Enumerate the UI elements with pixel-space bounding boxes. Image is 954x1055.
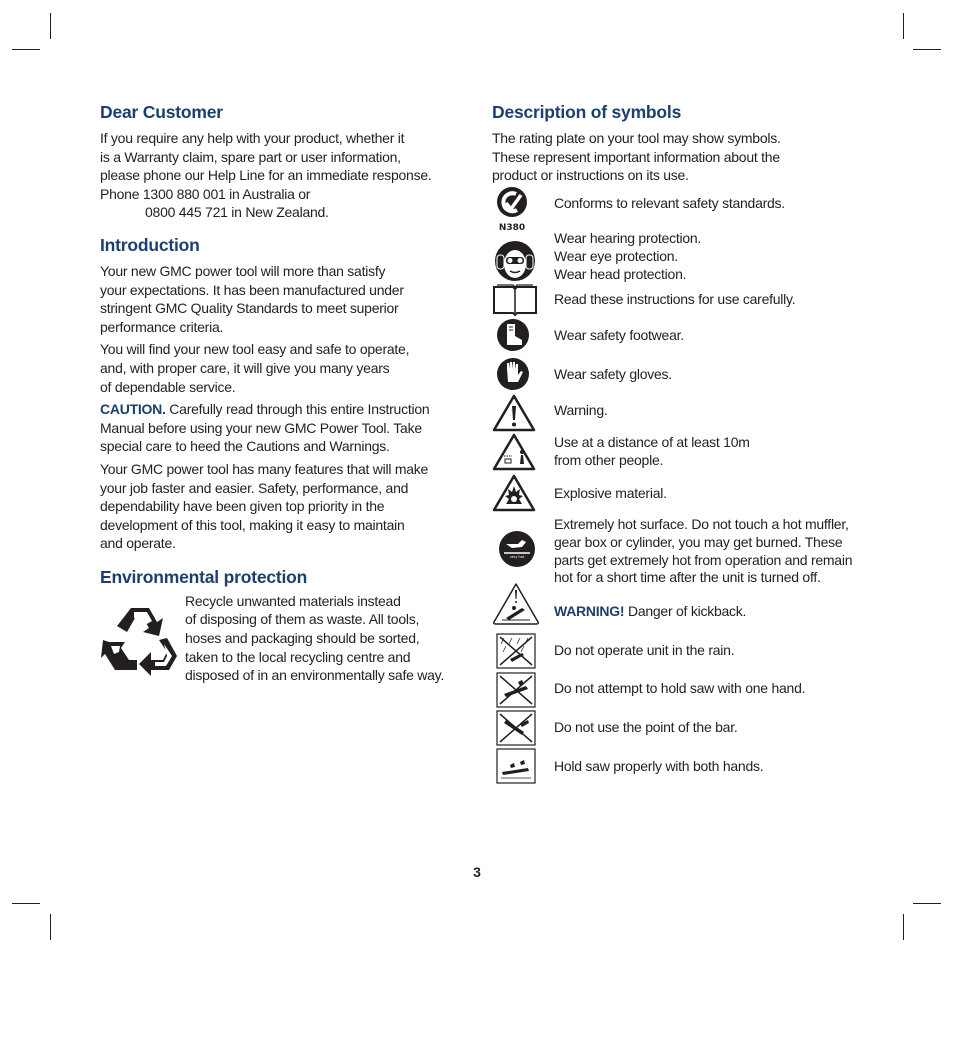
n380-label: N380	[498, 223, 526, 232]
crop-mark	[903, 13, 904, 39]
environmental-heading: Environmental protection	[100, 566, 308, 587]
no-rain-icon	[496, 633, 536, 669]
symbol-text-explosive: Explosive material.	[554, 485, 667, 501]
crop-mark	[913, 903, 941, 904]
distance-warning-icon	[492, 433, 536, 471]
symbol-text-conformity: Conforms to relevant safety standards.	[554, 195, 785, 211]
intro-paragraph-2: You will find your new tool easy and safe to operate, and, with proper care, it will give you many years of dependable service.	[100, 341, 410, 395]
environmental-block	[100, 592, 470, 692]
introduction-heading: Introduction	[100, 234, 200, 255]
symbol-text-gloves: Wear safety gloves.	[554, 366, 672, 382]
symbol-text-protection: Wear hearing protection. Wear eye protection. Wear head protection.	[554, 230, 702, 282]
explosive-material-icon	[492, 474, 536, 512]
warning-triangle-icon	[492, 394, 536, 432]
crop-mark	[903, 914, 904, 940]
kickback-warning-icon	[492, 582, 540, 626]
caution-paragraph: CAUTION. Carefully read through this entire Instruction Manual before using your new GMC Power Tool. Take special care to heed the Cautions and Warnings.	[100, 401, 430, 455]
symbol-text-bar-point: Do not use the point of the bar.	[554, 719, 738, 735]
crop-mark	[12, 49, 40, 50]
symbol-text-kickback: WARNING! Danger of kickback.	[554, 603, 747, 619]
symbol-text-warning: Warning.	[554, 402, 608, 418]
symbol-text-hot-surface: Extremely hot surface. Do not touch a hot muffler, gear box or cylinder, you may get burned. These parts get extremely hot from operation and remain hot for a short time after the unit is turned off.	[554, 516, 853, 586]
symbol-text-two-hands: Hold saw properly with both hands.	[554, 758, 764, 774]
intro-paragraph-4: Your GMC power tool has many features that will make your job faster and easier. Safety, performance, and dependability have been given top priority in the development of this tool, making it easy to maintain and operate.	[100, 460, 429, 552]
read-manual-book-icon	[492, 283, 538, 317]
no-one-hand-icon	[496, 672, 536, 708]
hot-surface-icon	[498, 529, 536, 569]
symbol-text-read-manual: Read these instructions for use carefully.	[554, 291, 796, 307]
dear-customer-heading: Dear Customer	[100, 102, 223, 122]
safety-boot-icon	[496, 318, 530, 352]
recycle-icon	[101, 604, 181, 678]
kickback-warning-label: WARNING!	[554, 603, 625, 619]
no-bar-point-icon	[496, 710, 536, 746]
c-tick-icon	[495, 186, 529, 232]
hearing-eye-head-protection-icon	[494, 237, 536, 285]
symbols-heading: Description of symbols	[492, 102, 682, 122]
symbol-text-distance: Use at a distance of at least 10m from other people.	[554, 434, 750, 468]
crop-mark	[12, 903, 40, 904]
symbol-text-one-hand: Do not attempt to hold saw with one hand.	[554, 680, 806, 696]
crop-mark	[913, 49, 941, 50]
environmental-text: Recycle unwanted materials instead of disposing of them as waste. All tools, hoses and packaging should be sorted, taken to the local recycling centre and disposed of in an environmentally safe way.	[185, 592, 445, 684]
dear-customer-text: If you require any help with your product, whether it is a Warranty claim, spare part or user information, please phone our Help Line for an immediate response. Phone 1300 880 001 in Australia or 0800 445 721 in New Zealand.	[100, 130, 432, 221]
symbol-text-no-rain: Do not operate unit in the rain.	[554, 642, 735, 658]
caution-label: CAUTION.	[100, 401, 166, 418]
two-hands-saw-icon	[496, 748, 536, 784]
symbol-text-footwear: Wear safety footwear.	[554, 327, 684, 343]
crop-mark	[50, 914, 51, 940]
right-column	[492, 102, 872, 792]
page-number: 3	[473, 864, 481, 880]
hot-icon-label: very hot	[509, 555, 525, 559]
intro-paragraph-1: Your new GMC power tool will more than satisfy your expectations. It has been manufactured under stringent GMC Quality Standards to meet superior performance criteria.	[100, 262, 404, 335]
crop-mark	[50, 13, 51, 39]
safety-glove-icon	[496, 357, 530, 391]
symbols-intro: The rating plate on your tool may show symbols. These represent important information about the product or instructions on its use.	[492, 130, 781, 184]
left-column	[100, 102, 470, 692]
